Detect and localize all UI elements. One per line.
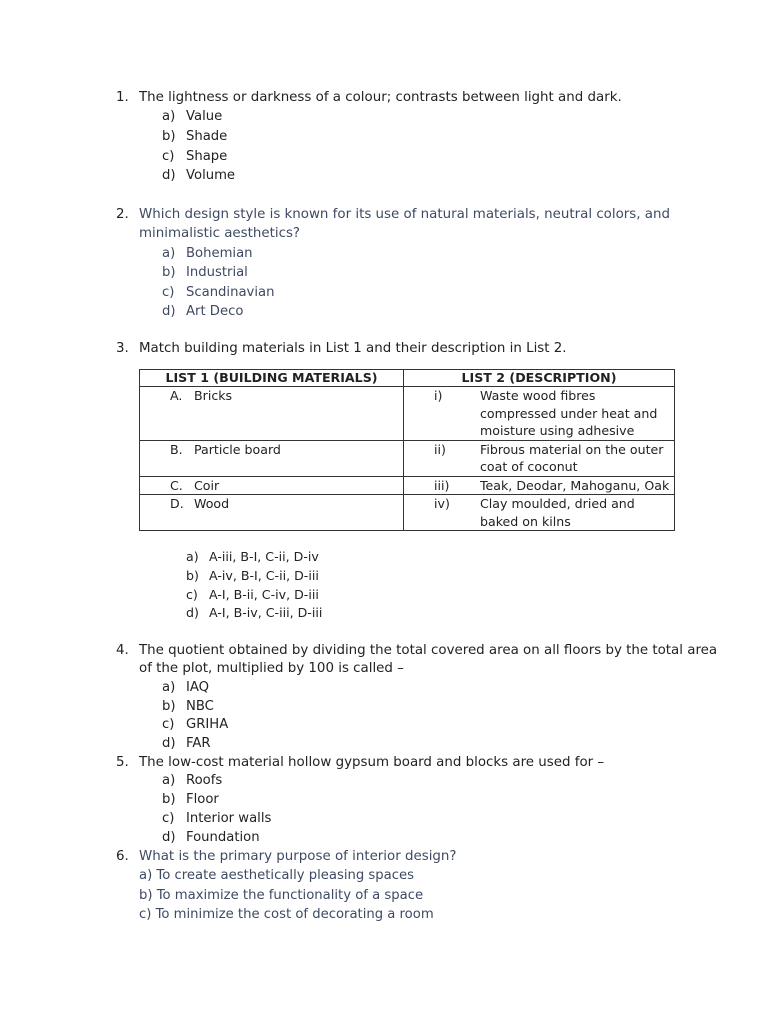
list-2-text: Teak, Deodar, Mahoganu, Oak	[480, 477, 670, 493]
list-2-text: Waste wood fibres compressed under heat and moisture using adhesive	[480, 388, 658, 438]
list-2-cell	[404, 440, 675, 476]
option-label: c)	[186, 587, 198, 602]
option-label: b)	[162, 129, 176, 144]
question-number: 4.	[116, 643, 129, 658]
option-text: A-I, B-ii, C-iv, D-iii	[209, 587, 319, 602]
question-text-line-2: minimalistic aesthetics?	[139, 226, 301, 241]
option-text: Art Deco	[186, 304, 244, 319]
list-1-text: Particle board	[194, 441, 281, 457]
list-2-text: Clay moulded, dried and baked on kilns	[480, 496, 635, 529]
option-label: d)	[162, 736, 176, 751]
option-text: NBC	[186, 699, 214, 714]
question-number: 6.	[116, 849, 129, 864]
list-1-label: D.	[170, 496, 184, 511]
list-1-text: Bricks	[194, 388, 233, 403]
list-1-header: LIST 1 (BUILDING MATERIALS)	[140, 370, 404, 387]
option-text: GRIHA	[186, 717, 229, 732]
list-1-cell	[140, 440, 404, 476]
list-1-cell	[140, 476, 404, 495]
list-2-label: iii)	[434, 477, 450, 493]
option-text: Volume	[186, 168, 236, 183]
list-2-cell	[404, 495, 675, 531]
question-text-line-1: Which design style is known for its use of natural materials, neutral colors, and	[139, 207, 670, 222]
list-2-label: iv)	[434, 496, 450, 511]
list-2-cell	[404, 387, 675, 441]
option-text: IAQ	[186, 680, 210, 695]
question-text: Match building materials in List 1 and their description in List 2.	[139, 341, 567, 356]
option-text: Shade	[186, 129, 228, 144]
list-1-cell	[140, 387, 404, 441]
list-2-label: i)	[434, 388, 443, 403]
option-label: b)	[162, 792, 176, 807]
question-text-line-2: of the plot, multiplied by 100 is called –	[139, 661, 404, 676]
option-text: Foundation	[186, 830, 260, 845]
option-text: Industrial	[186, 265, 248, 280]
option-text: Value	[186, 109, 223, 124]
option-text: Bohemian	[186, 246, 253, 261]
table-row	[140, 476, 675, 495]
question-text: The low-cost material hollow gypsum board and blocks are used for –	[139, 755, 605, 770]
match-table	[139, 369, 675, 531]
question-number: 3.	[116, 341, 129, 356]
question-text: What is the primary purpose of interior design?	[139, 849, 457, 864]
list-2-label: ii)	[434, 441, 446, 457]
option-label: c)	[162, 285, 175, 300]
table-row	[140, 495, 675, 531]
list-1-text: Coir	[194, 477, 220, 493]
option-label: b)	[186, 568, 199, 583]
question-text-line-1: The quotient obtained by dividing the total covered area on all floors by the total area	[139, 643, 718, 658]
list-1-label: A.	[170, 388, 183, 403]
question-number: 5.	[116, 755, 129, 770]
question-text: The lightness or darkness of a colour; contrasts between light and dark.	[139, 90, 622, 105]
list-2-header: LIST 2 (DESCRIPTION)	[404, 370, 675, 387]
table-row	[140, 387, 675, 441]
list-2-cell	[404, 476, 675, 495]
option-label: a)	[162, 680, 176, 695]
option-text: a) To create aesthetically pleasing spaces	[139, 868, 414, 883]
option-label: c)	[162, 811, 175, 826]
table-header-row	[140, 370, 675, 387]
option-text: Interior walls	[186, 811, 272, 826]
option-text: FAR	[186, 736, 211, 751]
option-text: A-iii, B-I, C-ii, D-iv	[209, 549, 319, 564]
list-1-cell	[140, 495, 404, 531]
option-text: c) To minimize the cost of decorating a room	[139, 907, 434, 922]
option-text: A-I, B-iv, C-iii, D-iii	[209, 605, 323, 620]
option-label: d)	[162, 168, 176, 183]
option-text: Shape	[186, 149, 228, 164]
option-text: A-iv, B-I, C-ii, D-iii	[209, 568, 319, 583]
question-number: 2.	[116, 207, 129, 222]
option-label: a)	[186, 549, 199, 564]
option-label: a)	[162, 246, 176, 261]
question-number: 1.	[116, 90, 129, 105]
list-1-label: B.	[170, 441, 183, 457]
option-label: a)	[162, 109, 176, 124]
option-label: c)	[162, 717, 175, 732]
option-text: b) To maximize the functionality of a space	[139, 888, 424, 903]
option-text: Floor	[186, 792, 219, 807]
list-2-text: Fibrous material on the outer coat of coconut	[480, 441, 664, 474]
option-text: Roofs	[186, 773, 223, 788]
option-label: b)	[162, 265, 176, 280]
option-text: Scandinavian	[186, 285, 275, 300]
option-label: d)	[162, 304, 176, 319]
option-label: b)	[162, 699, 176, 714]
list-1-text: Wood	[194, 496, 230, 511]
option-label: d)	[162, 830, 176, 845]
option-label: c)	[162, 149, 175, 164]
list-1-label: C.	[170, 477, 183, 493]
table-row	[140, 440, 675, 476]
option-label: d)	[186, 605, 199, 620]
option-label: a)	[162, 773, 176, 788]
